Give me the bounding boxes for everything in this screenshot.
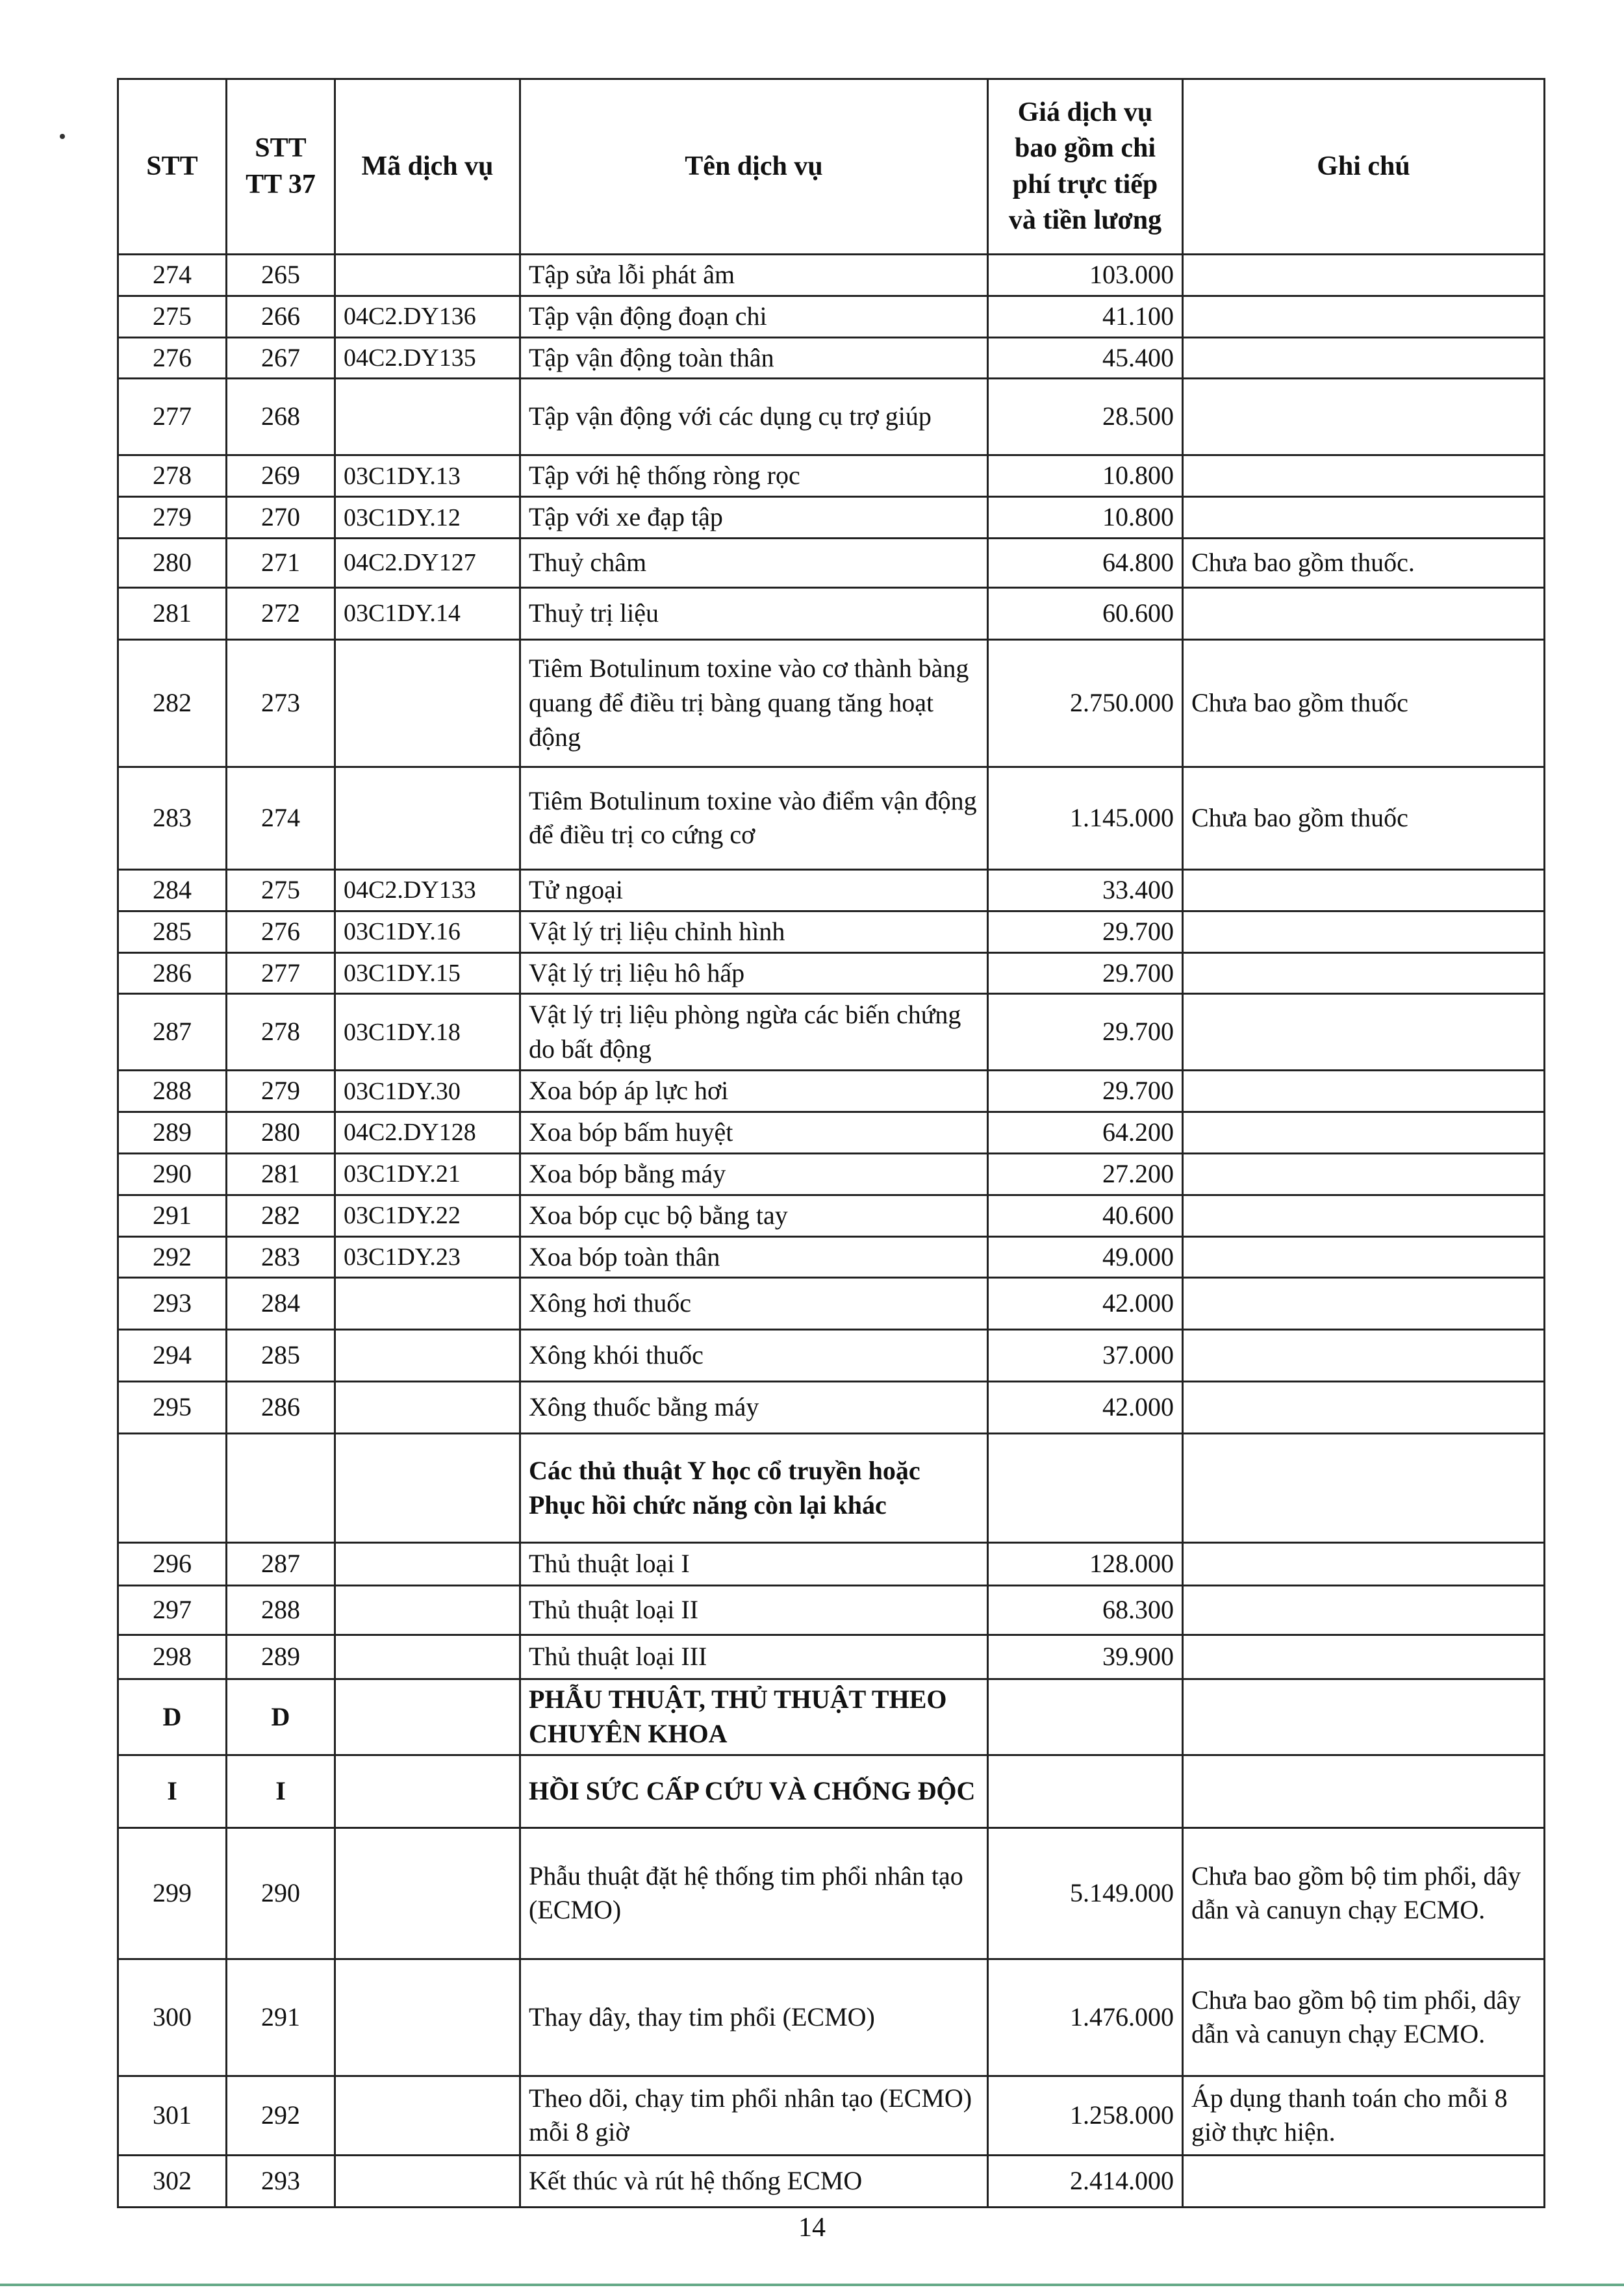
- cell-service-code: 03C1DY.18: [335, 994, 520, 1071]
- cell-service-name: Xoa bóp áp lực hơi: [520, 1071, 988, 1112]
- cell-service-code: [335, 639, 520, 767]
- cell-service-code: 04C2.DY128: [335, 1112, 520, 1154]
- cell-service-code: 03C1DY.21: [335, 1153, 520, 1195]
- cell-stt: D: [118, 1679, 227, 1755]
- cell-service-name: Tập với hệ thống ròng rọc: [520, 455, 988, 497]
- table-row: [118, 1827, 1545, 1959]
- cell-stt-tt37: 292: [227, 2076, 335, 2155]
- cell-stt-tt37: 282: [227, 1195, 335, 1236]
- cell-note: [1183, 455, 1545, 497]
- table-row: [118, 2155, 1545, 2207]
- header-price: Giá dịch vụ bao gồm chi phí trực tiếp và tiền lương: [988, 79, 1183, 255]
- cell-price: 128.000: [988, 1543, 1183, 1586]
- cell-service-name: Thủ thuật loại II: [520, 1586, 988, 1635]
- page-number: 14: [798, 2213, 826, 2243]
- cell-stt: 275: [118, 296, 227, 337]
- table-row: [118, 1434, 1545, 1543]
- cell-note: [1183, 337, 1545, 379]
- cell-service-name: Kết thúc và rút hệ thống ECMO: [520, 2155, 988, 2207]
- cell-stt-tt37: 272: [227, 587, 335, 639]
- cell-stt-tt37: 285: [227, 1330, 335, 1382]
- cell-note: [1183, 1153, 1545, 1195]
- cell-stt-tt37: 268: [227, 379, 335, 455]
- cell-price: 103.000: [988, 255, 1183, 296]
- cell-stt-tt37: 281: [227, 1153, 335, 1195]
- cell-service-code: 03C1DY.23: [335, 1236, 520, 1278]
- cell-stt: 282: [118, 639, 227, 767]
- cell-service-name: Tập vận động với các dụng cụ trợ giúp: [520, 379, 988, 455]
- cell-service-name: Thủ thuật loại III: [520, 1635, 988, 1679]
- cell-service-name: Vật lý trị liệu phòng ngừa các biến chứng do bất động: [520, 994, 988, 1071]
- cell-service-code: [335, 767, 520, 869]
- cell-stt: 298: [118, 1635, 227, 1679]
- cell-service-name: Theo dõi, chạy tim phổi nhân tạo (ECMO) mỗi 8 giờ: [520, 2076, 988, 2155]
- cell-service-code: [335, 1959, 520, 2076]
- cell-service-name: Vật lý trị liệu hô hấp: [520, 952, 988, 994]
- cell-note: [1183, 1236, 1545, 1278]
- cell-note: [1183, 1278, 1545, 1330]
- cell-stt-tt37: 270: [227, 497, 335, 539]
- cell-service-name: Tập với xe đạp tập: [520, 497, 988, 539]
- cell-stt-tt37: 291: [227, 1959, 335, 2076]
- cell-service-name: Tiêm Botulinum toxine vào cơ thành bàng quang để điều trị bàng quang tăng hoạt động: [520, 639, 988, 767]
- table-row: [118, 587, 1545, 639]
- cell-stt-tt37: 275: [227, 869, 335, 911]
- cell-stt: 292: [118, 1236, 227, 1278]
- cell-note: [1183, 497, 1545, 539]
- cell-price: 1.145.000: [988, 767, 1183, 869]
- cell-price: 40.600: [988, 1195, 1183, 1236]
- header-note: Ghi chú: [1183, 79, 1545, 255]
- cell-note: [1183, 1755, 1545, 1827]
- cell-stt-tt37: 280: [227, 1112, 335, 1154]
- cell-service-name: Các thủ thuật Y học cổ truyền hoặc Phục hồi chức năng còn lại khác: [520, 1434, 988, 1543]
- cell-service-code: 04C2.DY135: [335, 337, 520, 379]
- bottom-rule: [0, 2284, 1624, 2286]
- cell-stt: I: [118, 1755, 227, 1827]
- table-row: [118, 1959, 1545, 2076]
- cell-stt-tt37: 273: [227, 639, 335, 767]
- scan-dot: [60, 134, 65, 139]
- cell-service-code: [335, 1278, 520, 1330]
- cell-stt: 278: [118, 455, 227, 497]
- cell-service-name: Xông khói thuốc: [520, 1330, 988, 1382]
- cell-service-name: Xoa bóp toàn thân: [520, 1236, 988, 1278]
- cell-note: [1183, 1543, 1545, 1586]
- cell-service-code: [335, 2076, 520, 2155]
- table-row: [118, 1278, 1545, 1330]
- cell-service-code: 03C1DY.12: [335, 497, 520, 539]
- cell-stt: 297: [118, 1586, 227, 1635]
- cell-price: 27.200: [988, 1153, 1183, 1195]
- cell-stt: 277: [118, 379, 227, 455]
- cell-price: [988, 1434, 1183, 1543]
- table-row: [118, 379, 1545, 455]
- cell-price: 29.700: [988, 952, 1183, 994]
- header-stt-tt37: STT TT 37: [227, 79, 335, 255]
- cell-note: Chưa bao gồm thuốc: [1183, 639, 1545, 767]
- cell-stt-tt37: 279: [227, 1071, 335, 1112]
- table-row: [118, 1586, 1545, 1635]
- cell-stt: 301: [118, 2076, 227, 2155]
- cell-stt: 296: [118, 1543, 227, 1586]
- cell-stt: 281: [118, 587, 227, 639]
- table-header-row: [118, 79, 1545, 255]
- cell-note: [1183, 1112, 1545, 1154]
- cell-service-code: [335, 1755, 520, 1827]
- cell-stt-tt37: D: [227, 1679, 335, 1755]
- cell-price: 45.400: [988, 337, 1183, 379]
- cell-note: Chưa bao gồm bộ tim phổi, dây dẫn và canuyn chạy ECMO.: [1183, 1959, 1545, 2076]
- cell-service-name: Tập vận động đoạn chi: [520, 296, 988, 337]
- cell-stt-tt37: 271: [227, 538, 335, 587]
- table-row: [118, 497, 1545, 539]
- cell-price: 42.000: [988, 1382, 1183, 1434]
- cell-service-code: [335, 1635, 520, 1679]
- cell-stt-tt37: 283: [227, 1236, 335, 1278]
- cell-service-code: [335, 1330, 520, 1382]
- table-row: [118, 255, 1545, 296]
- cell-service-code: 04C2.DY136: [335, 296, 520, 337]
- cell-price: 39.900: [988, 1635, 1183, 1679]
- cell-service-code: 04C2.DY133: [335, 869, 520, 911]
- cell-stt: 280: [118, 538, 227, 587]
- cell-stt-tt37: 284: [227, 1278, 335, 1330]
- cell-service-name: Xông hơi thuốc: [520, 1278, 988, 1330]
- cell-service-code: [335, 1679, 520, 1755]
- table-row: [118, 455, 1545, 497]
- cell-service-name: Thuỷ trị liệu: [520, 587, 988, 639]
- cell-stt: 289: [118, 1112, 227, 1154]
- cell-service-code: 03C1DY.22: [335, 1195, 520, 1236]
- cell-note: [1183, 911, 1545, 952]
- cell-stt-tt37: [227, 1434, 335, 1543]
- cell-service-name: Xoa bóp bấm huyệt: [520, 1112, 988, 1154]
- table-row: [118, 911, 1545, 952]
- cell-stt: 295: [118, 1382, 227, 1434]
- cell-service-code: 03C1DY.16: [335, 911, 520, 952]
- cell-stt: [118, 1434, 227, 1543]
- cell-service-name: Xoa bóp bằng máy: [520, 1153, 988, 1195]
- table-row: [118, 1679, 1545, 1755]
- cell-service-name: Vật lý trị liệu chỉnh hình: [520, 911, 988, 952]
- cell-service-code: [335, 2155, 520, 2207]
- cell-note: Chưa bao gồm thuốc: [1183, 767, 1545, 869]
- cell-stt-tt37: 289: [227, 1635, 335, 1679]
- cell-stt-tt37: 267: [227, 337, 335, 379]
- cell-note: [1183, 255, 1545, 296]
- cell-note: [1183, 1679, 1545, 1755]
- cell-price: 10.800: [988, 497, 1183, 539]
- table-row: [118, 1635, 1545, 1679]
- cell-stt: 284: [118, 869, 227, 911]
- cell-note: Áp dụng thanh toán cho mỗi 8 giờ thực hiện.: [1183, 2076, 1545, 2155]
- table-row: [118, 1071, 1545, 1112]
- cell-price: 1.258.000: [988, 2076, 1183, 2155]
- cell-price: 33.400: [988, 869, 1183, 911]
- cell-price: 10.800: [988, 455, 1183, 497]
- cell-price: 1.476.000: [988, 1959, 1183, 2076]
- cell-price: [988, 1679, 1183, 1755]
- cell-stt-tt37: 278: [227, 994, 335, 1071]
- cell-note: [1183, 1330, 1545, 1382]
- cell-stt-tt37: 276: [227, 911, 335, 952]
- cell-note: [1183, 1635, 1545, 1679]
- cell-stt-tt37: I: [227, 1755, 335, 1827]
- cell-service-code: [335, 379, 520, 455]
- cell-service-code: 03C1DY.14: [335, 587, 520, 639]
- cell-service-code: 03C1DY.30: [335, 1071, 520, 1112]
- cell-note: [1183, 1195, 1545, 1236]
- cell-service-code: [335, 255, 520, 296]
- table-row: [118, 1330, 1545, 1382]
- cell-price: 60.600: [988, 587, 1183, 639]
- cell-service-name: Tử ngoại: [520, 869, 988, 911]
- table-row: [118, 1755, 1545, 1827]
- cell-note: Chưa bao gồm bộ tim phổi, dây dẫn và canuyn chạy ECMO.: [1183, 1827, 1545, 1959]
- cell-stt-tt37: 265: [227, 255, 335, 296]
- cell-note: [1183, 869, 1545, 911]
- cell-stt: 279: [118, 497, 227, 539]
- table-row: [118, 869, 1545, 911]
- cell-service-code: 04C2.DY127: [335, 538, 520, 587]
- cell-price: 64.200: [988, 1112, 1183, 1154]
- cell-stt-tt37: 269: [227, 455, 335, 497]
- cell-price: 2.750.000: [988, 639, 1183, 767]
- table-row: [118, 1195, 1545, 1236]
- table-row: [118, 1382, 1545, 1434]
- cell-price: 42.000: [988, 1278, 1183, 1330]
- table-body: [118, 255, 1545, 2208]
- cell-price: 68.300: [988, 1586, 1183, 1635]
- cell-price: [988, 1755, 1183, 1827]
- cell-stt: 294: [118, 1330, 227, 1382]
- service-fee-table: [117, 78, 1545, 2208]
- cell-price: 29.700: [988, 911, 1183, 952]
- cell-stt: 299: [118, 1827, 227, 1959]
- table-row: [118, 1112, 1545, 1154]
- cell-stt-tt37: 288: [227, 1586, 335, 1635]
- cell-note: [1183, 1434, 1545, 1543]
- cell-note: [1183, 296, 1545, 337]
- cell-note: [1183, 994, 1545, 1071]
- cell-service-code: [335, 1434, 520, 1543]
- cell-stt: 300: [118, 1959, 227, 2076]
- cell-note: [1183, 1071, 1545, 1112]
- cell-note: [1183, 587, 1545, 639]
- cell-stt: 287: [118, 994, 227, 1071]
- cell-service-code: [335, 1543, 520, 1586]
- cell-stt-tt37: 274: [227, 767, 335, 869]
- cell-stt: 302: [118, 2155, 227, 2207]
- header-service-code: Mã dịch vụ: [335, 79, 520, 255]
- table-row: [118, 1153, 1545, 1195]
- cell-stt-tt37: 290: [227, 1827, 335, 1959]
- header-stt: STT: [118, 79, 227, 255]
- cell-note: [1183, 952, 1545, 994]
- cell-service-name: Xông thuốc bằng máy: [520, 1382, 988, 1434]
- table-row: [118, 767, 1545, 869]
- cell-price: 41.100: [988, 296, 1183, 337]
- cell-service-name: Thuỷ châm: [520, 538, 988, 587]
- cell-price: 64.800: [988, 538, 1183, 587]
- cell-stt-tt37: 287: [227, 1543, 335, 1586]
- cell-service-code: [335, 1586, 520, 1635]
- cell-stt: 290: [118, 1153, 227, 1195]
- table-row: [118, 1543, 1545, 1586]
- cell-service-name: HỒI SỨC CẤP CỨU VÀ CHỐNG ĐỘC: [520, 1755, 988, 1827]
- cell-price: 5.149.000: [988, 1827, 1183, 1959]
- cell-service-code: 03C1DY.15: [335, 952, 520, 994]
- cell-stt: 276: [118, 337, 227, 379]
- cell-price: 29.700: [988, 994, 1183, 1071]
- cell-price: 2.414.000: [988, 2155, 1183, 2207]
- cell-price: 49.000: [988, 1236, 1183, 1278]
- table-row: [118, 296, 1545, 337]
- cell-stt-tt37: 286: [227, 1382, 335, 1434]
- cell-price: 37.000: [988, 1330, 1183, 1382]
- table-row: [118, 1236, 1545, 1278]
- cell-stt-tt37: 293: [227, 2155, 335, 2207]
- cell-service-name: Phẫu thuật đặt hệ thống tim phổi nhân tạo (ECMO): [520, 1827, 988, 1959]
- cell-price: 28.500: [988, 379, 1183, 455]
- table-row: [118, 2076, 1545, 2155]
- cell-stt: 288: [118, 1071, 227, 1112]
- cell-service-code: 03C1DY.13: [335, 455, 520, 497]
- cell-stt-tt37: 266: [227, 296, 335, 337]
- cell-service-name: Tập vận động toàn thân: [520, 337, 988, 379]
- cell-service-name: Tập sửa lỗi phát âm: [520, 255, 988, 296]
- cell-service-name: PHẪU THUẬT, THỦ THUẬT THEO CHUYÊN KHOA: [520, 1679, 988, 1755]
- cell-stt: 286: [118, 952, 227, 994]
- cell-note: [1183, 1586, 1545, 1635]
- cell-service-name: Xoa bóp cục bộ bằng tay: [520, 1195, 988, 1236]
- cell-stt: 274: [118, 255, 227, 296]
- cell-service-name: Tiêm Botulinum toxine vào điểm vận động để điều trị co cứng cơ: [520, 767, 988, 869]
- header-service-name: Tên dịch vụ: [520, 79, 988, 255]
- cell-stt: 291: [118, 1195, 227, 1236]
- cell-stt: 283: [118, 767, 227, 869]
- table-row: [118, 994, 1545, 1071]
- table-row: [118, 337, 1545, 379]
- cell-price: 29.700: [988, 1071, 1183, 1112]
- table-row: [118, 538, 1545, 587]
- table-row: [118, 639, 1545, 767]
- cell-note: [1183, 1382, 1545, 1434]
- cell-service-name: Thay dây, thay tim phổi (ECMO): [520, 1959, 988, 2076]
- cell-service-name: Thủ thuật loại I: [520, 1543, 988, 1586]
- cell-stt: 285: [118, 911, 227, 952]
- cell-note: [1183, 379, 1545, 455]
- cell-stt: 293: [118, 1278, 227, 1330]
- cell-stt-tt37: 277: [227, 952, 335, 994]
- table-row: [118, 952, 1545, 994]
- cell-note: Chưa bao gồm thuốc.: [1183, 538, 1545, 587]
- cell-service-code: [335, 1382, 520, 1434]
- cell-note: [1183, 2155, 1545, 2207]
- cell-service-code: [335, 1827, 520, 1959]
